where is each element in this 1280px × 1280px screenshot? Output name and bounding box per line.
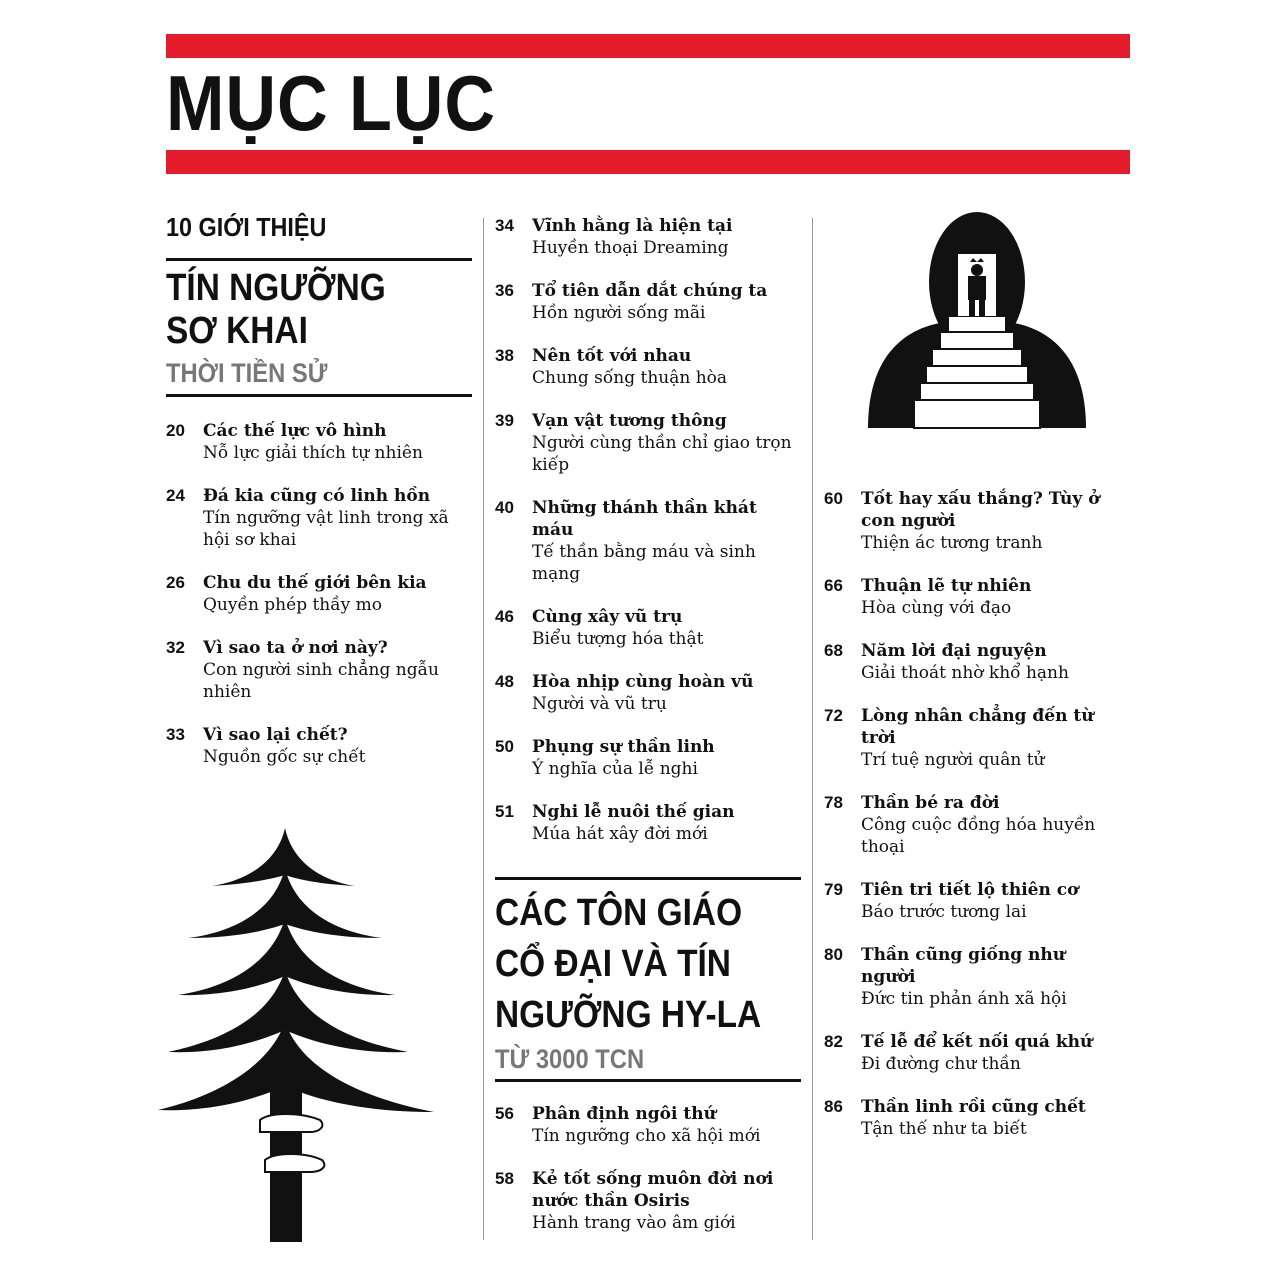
entry-title: Những thánh thần khát máu [532,498,757,540]
section-title-line: SƠ KHAI [166,310,308,352]
section-rule [495,877,801,880]
page-number: 46 [495,607,514,626]
entry-title: Nên tốt với nhau [532,346,692,366]
toc-entry [166,420,472,464]
column-divider [483,218,484,1240]
toc-list [166,420,472,768]
entry-subtitle: Báo trước tương lai [861,902,1027,922]
toc-entry [824,640,1124,684]
page-number: 48 [495,672,514,691]
tree-illustration [150,820,450,1250]
toc-entry [824,488,1124,554]
page-number: 66 [824,576,843,595]
toc-entry [495,671,801,715]
entry-text [861,879,1124,923]
entry-text [861,1096,1124,1140]
entry-text [203,637,472,703]
entry-subtitle: Tín ngưỡng cho xã hội mới [532,1126,761,1146]
entry-subtitle: Công cuộc đồng hóa huyền thoại [861,815,1096,857]
entry-subtitle: Thiện ác tương tranh [861,533,1043,553]
entry-title: Nghi lễ nuôi thế gian [532,802,735,822]
entry-title: Hòa nhịp cùng hoàn vũ [532,672,754,692]
section-heading-ancient [495,888,801,1075]
toc-entry [166,637,472,703]
entry-text [532,410,801,476]
page-number: 68 [824,641,843,660]
entry-text [532,345,801,389]
entry-text [861,944,1124,1010]
entry-text [532,497,801,585]
column-2 [495,215,801,1255]
entry-text [532,280,801,324]
toc-entry [824,944,1124,1010]
page-number: 50 [495,737,514,756]
entry-subtitle: Đi đường chư thần [861,1054,1021,1074]
entry-text [532,1103,801,1147]
page-number: 33 [166,725,185,744]
section-title-line: CỔ ĐẠI VÀ TÍN [495,943,731,985]
page-number: 39 [495,411,514,430]
page-number: 40 [495,498,514,517]
entry-title: Phân định ngôi thứ [532,1104,716,1124]
entry-title: Các thế lực vô hình [203,421,387,441]
page-number: 80 [824,945,843,964]
section-title-line: NGƯỠNG HY-LA [495,994,762,1036]
entry-title: Thuận lẽ tự nhiên [861,576,1032,596]
toc-entry [824,575,1124,619]
page-number: 20 [166,421,185,440]
page-number: 32 [166,638,185,657]
page-number: 36 [495,281,514,300]
section-heading-prehistoric [166,267,472,389]
page-number: 86 [824,1097,843,1116]
entry-title: Thần bé ra đời [861,793,1000,813]
entry-title: Cùng xây vũ trụ [532,607,683,627]
page-number: 72 [824,706,843,725]
entry-title: Thần linh rồi cũng chết [861,1097,1086,1117]
section-rule [166,394,472,397]
toc-entry [166,572,472,616]
page-number: 38 [495,346,514,365]
toc-entry [166,724,472,768]
entry-subtitle: Nguồn gốc sự chết [203,747,366,767]
entry-subtitle: Nỗ lực giải thích tự nhiên [203,443,423,463]
column-divider [812,218,813,1240]
section-rule [166,258,472,261]
entry-subtitle: Giải thoát nhờ khổ hạnh [861,663,1069,683]
entry-text [203,724,472,768]
section-title-line: TÍN NGƯỠNG [166,267,386,309]
page-number: 24 [166,486,185,505]
entry-text [861,1031,1124,1075]
entry-subtitle: Hòa cùng với đạo [861,598,1012,618]
toc-entry [495,410,801,476]
page-number: 79 [824,880,843,899]
entry-text [532,1168,801,1234]
section-subtitle: THỜI TIỀN SỬ [166,358,328,388]
entry-subtitle: Hành trang vào âm giới [532,1213,736,1233]
page-number: 58 [495,1169,514,1188]
toc-entry [166,485,472,551]
toc-entry [495,1168,801,1234]
toc-entry [495,801,801,845]
entry-subtitle: Quyền phép thầy mo [203,595,383,615]
toc-entry [824,879,1124,923]
entry-subtitle: Múa hát xây đời mới [532,824,708,844]
entry-text [532,215,801,259]
entry-title: Phụng sự thần linh [532,737,715,757]
toc-list [495,1103,801,1234]
entry-text [861,575,1124,619]
section-title-line: CÁC TÔN GIÁO [495,892,743,934]
page-number: 78 [824,793,843,812]
toc-entry [824,792,1124,858]
entry-subtitle: Huyền thoại Dreaming [532,238,729,258]
entry-subtitle: Tín ngưỡng vật linh trong xã hội sơ khai [203,508,449,550]
entry-text [532,606,801,650]
page-number: 26 [166,573,185,592]
entry-text [203,485,472,551]
entry-subtitle: Trí tuệ người quân tử [861,750,1045,770]
section-subtitle: TỪ 3000 TCN [495,1044,645,1074]
page-title: MỤC LỤC [166,59,496,147]
column-3 [824,488,1124,1161]
entry-text [532,736,801,780]
entry-title: Lòng nhân chẳng đến từ trời [861,706,1094,748]
entry-text [861,488,1124,554]
entry-subtitle: Biểu tượng hóa thật [532,629,704,649]
entry-title: Tốt hay xấu thắng? Tùy ở con người [861,489,1100,531]
entry-text [861,705,1124,771]
entry-subtitle: Ý nghĩa của lễ nghi [532,759,698,779]
entry-title: Chu du thế giới bên kia [203,573,427,593]
toc-entry [824,1031,1124,1075]
page-number: 51 [495,802,514,821]
toc-entry [824,705,1124,771]
entry-subtitle: Hồn người sống mãi [532,303,706,323]
entry-subtitle: Đức tin phản ánh xã hội [861,989,1067,1009]
page-number: 60 [824,489,843,508]
bottom-red-bar [166,150,1130,174]
page-number: 82 [824,1032,843,1051]
entry-text [203,572,472,616]
intro-entry: 10 GIỚI THIỆU [166,212,327,242]
entry-title: Vì sao lại chết? [203,725,348,745]
page-number: 56 [495,1104,514,1123]
toc-entry [495,345,801,389]
toc-entry [495,606,801,650]
arch-stairs-illustration [866,210,1088,430]
toc-entry [495,497,801,585]
toc-entry [824,1096,1124,1140]
page-number: 34 [495,216,514,235]
entry-subtitle: Con người sinh chẳng ngẫu nhiên [203,660,439,702]
toc-list [495,215,801,845]
entry-title: Thần cũng giống như người [861,945,1066,987]
toc-entry [495,1103,801,1147]
entry-subtitle: Chung sống thuận hòa [532,368,728,388]
entry-title: Vĩnh hằng là hiện tại [532,216,733,236]
entry-title: Tổ tiên dẫn dắt chúng ta [532,281,768,301]
entry-title: Tiên tri tiết lộ thiên cơ [861,880,1079,900]
entry-subtitle: Tận thế như ta biết [861,1119,1027,1139]
entry-subtitle: Người và vũ trụ [532,694,667,714]
entry-title: Vì sao ta ở nơi này? [203,638,388,658]
entry-title: Vạn vật tương thông [532,411,727,431]
toc-entry [495,215,801,259]
entry-text [203,420,472,464]
toc-entry [495,280,801,324]
entry-subtitle: Tế thần bằng máu và sinh mạng [532,542,756,584]
entry-text [532,801,801,845]
entry-title: Kẻ tốt sống muôn đời nơi nước thần Osiris [532,1169,774,1211]
entry-title: Đá kia cũng có linh hồn [203,486,431,506]
entry-title: Tế lễ để kết nối quá khứ [861,1032,1093,1052]
entry-text [861,792,1124,858]
entry-text [532,671,801,715]
top-red-bar [166,34,1130,58]
entry-subtitle: Người cùng thần chỉ giao trọn kiếp [532,433,792,475]
section-rule [495,1079,801,1082]
toc-entry [495,736,801,780]
entry-text [861,640,1124,684]
toc-list [824,488,1124,1140]
column-1 [166,212,472,789]
entry-title: Năm lời đại nguyện [861,641,1047,661]
